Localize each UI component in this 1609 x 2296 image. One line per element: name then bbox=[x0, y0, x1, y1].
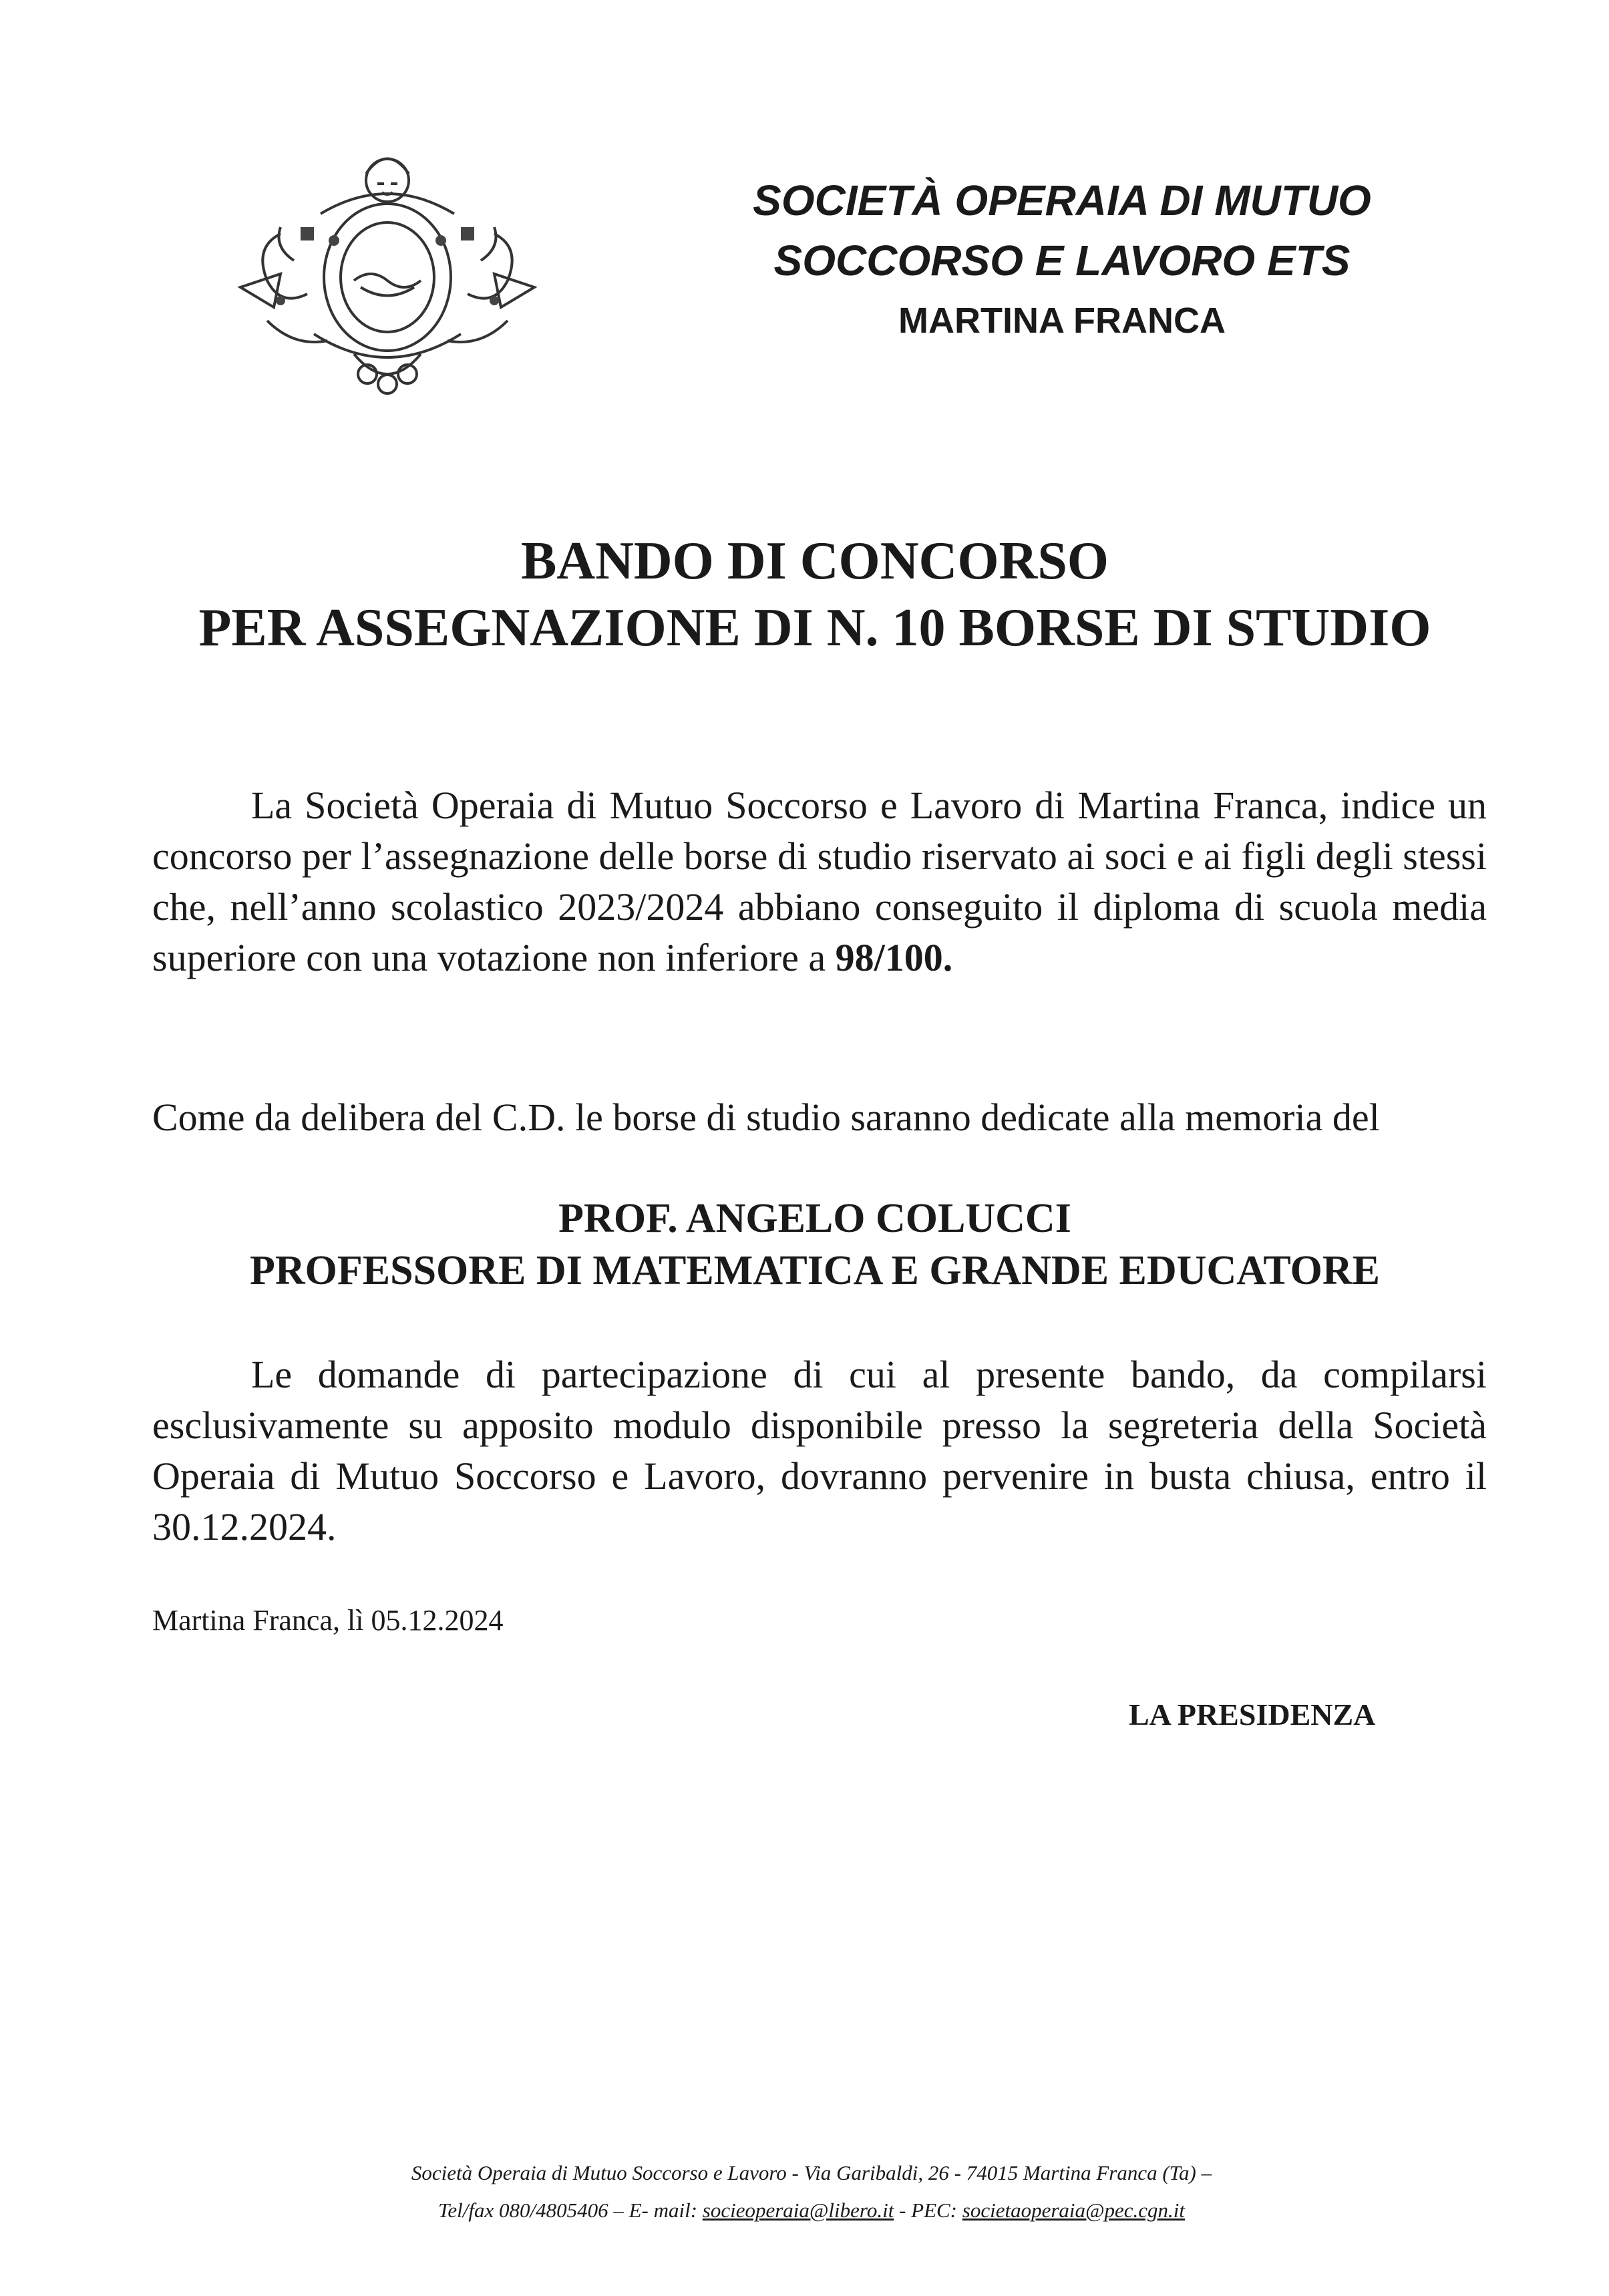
society-crest-emblem bbox=[200, 134, 574, 401]
dedication-name: PROF. ANGELO COLUCCI bbox=[558, 1196, 1071, 1241]
minimum-grade: 98/100 bbox=[835, 936, 943, 979]
footer-address: Società Operaia di Mutuo Soccorso e Lavoro - Via Garibaldi, 26 - 74015 Martina Franca (Ta) – bbox=[411, 2161, 1212, 2184]
org-name-line2: SOCCORSO E LAVORO ETS bbox=[773, 236, 1351, 285]
organization-header bbox=[721, 170, 1403, 351]
crest-icon bbox=[200, 134, 574, 401]
place-date: Martina Franca, lì 05.12.2024 bbox=[152, 1604, 504, 1637]
title-line2: PER ASSEGNAZIONE DI N. 10 BORSE DI STUDIO bbox=[198, 599, 1431, 657]
announcement-text: La Società Operaia di Mutuo Soccorso e Lavoro di Martina Franca, indice un concorso per l’assegnazione delle borse di studio riservato ai soci e ai figli degli stessi che, nell’anno scolastico 2023/2024 abbiano conseguito il diploma di scuola media superiore con una votazione non inferiore a bbox=[152, 784, 1487, 979]
document-title bbox=[134, 528, 1496, 661]
footer-contacts bbox=[200, 2154, 1423, 2229]
org-city: MARTINA FRANCA bbox=[898, 301, 1226, 341]
footer-contact-line bbox=[200, 2192, 1423, 2229]
paragraph-application bbox=[152, 1349, 1487, 1552]
org-name-line1: SOCIETÀ OPERAIA DI MUTUO bbox=[753, 176, 1371, 224]
paragraph-announcement bbox=[152, 780, 1487, 983]
paragraph-dedication-intro bbox=[152, 1092, 1487, 1143]
title-line1: BANDO DI CONCORSO bbox=[520, 532, 1109, 591]
dedication-intro-text: Come da delibera del C.D. le borse di studio saranno dedicate alla memoria del bbox=[152, 1096, 1380, 1139]
application-text: Le domande di partecipazione di cui al presente bando, da compilarsi esclusivamente su apposito modulo disponibile presso la segreteria della Società Operaia di Mutuo Soccorso e Lavoro, dovranno pervenire in busta chiusa, entro il 30.12.2024. bbox=[152, 1353, 1487, 1548]
dedication-block bbox=[134, 1192, 1496, 1297]
signature-presidenza: LA PRESIDENZA bbox=[1129, 1697, 1376, 1732]
email-link[interactable]: socieoperaia@libero.it bbox=[702, 2198, 894, 2222]
pec-link[interactable]: societaoperaia@pec.cgn.it bbox=[962, 2198, 1186, 2222]
announcement-end: . bbox=[942, 936, 953, 979]
footer-telfax: Tel/fax 080/4805406 – E- mail: bbox=[437, 2198, 703, 2222]
dedication-role: PROFESSORE DI MATEMATICA E GRANDE EDUCATORE bbox=[250, 1248, 1380, 1293]
footer-pec-label: - PEC: bbox=[894, 2198, 962, 2222]
